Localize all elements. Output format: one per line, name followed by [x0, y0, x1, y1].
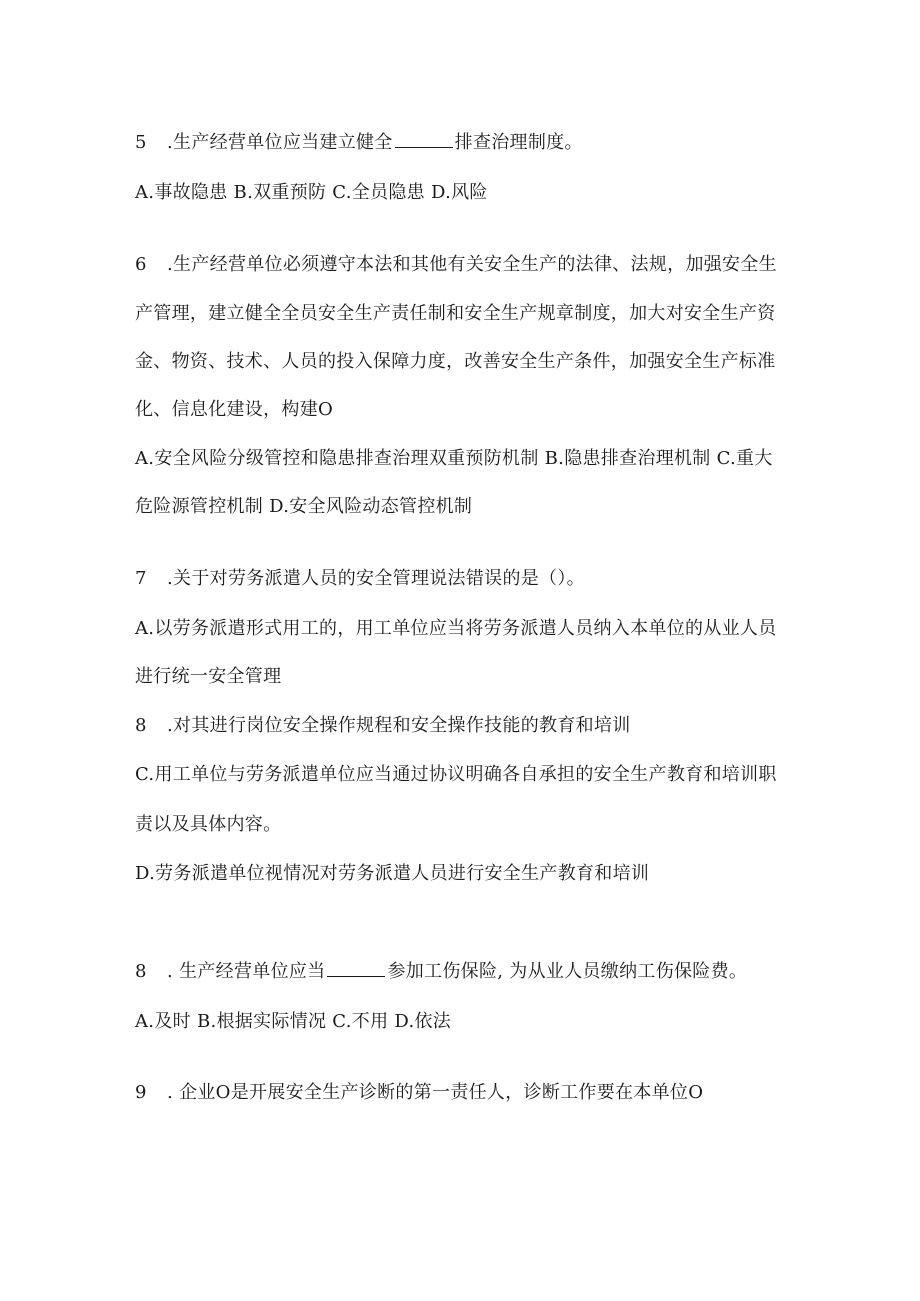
question-number: 6 [135, 254, 147, 275]
question-7-stem [135, 567, 585, 591]
question-5-stem [135, 131, 583, 155]
question-text: .对其进行岗位安全操作规程和安全操作技能的教育和培训 [161, 715, 631, 736]
question-6-options-line: A.安全风险分级管控和隐患排查治理双重预防机制 B.隐患排查治理机制 C.重大 [135, 448, 773, 469]
question-6-stem-line [135, 253, 777, 277]
question-9-stem [135, 1081, 703, 1105]
question-7-sub-item [135, 714, 631, 738]
fill-blank [327, 962, 385, 977]
question-6-stem-line: 化、信息化建设，构建O [135, 399, 334, 420]
question-text: 参加工伤保险, 为从业人员缴纳工伤保险费。 [387, 961, 748, 982]
question-8-options: A.及时 B.根据实际情况 C.不用 D.依法 [135, 1011, 452, 1032]
question-text: .关于对劳务派遣人员的安全管理说法错误的是（）。 [161, 568, 585, 589]
question-7-option-c-line: C.用工单位与劳务派遣单位应当通过协议明确各自承担的安全生产教育和培训职 [135, 764, 777, 785]
question-7-option-a-line: A.以劳务派遣形式用工的，用工单位应当将劳务派遣人员纳入本单位的从业人员 [135, 618, 777, 639]
question-text: .生产经营单位应当建立健全 [161, 132, 393, 153]
question-6-stem-line: 产管理，建立健全全员安全生产责任制和安全生产规章制度，加大对安全生产资 [135, 303, 776, 324]
question-number: 8 [135, 715, 147, 736]
question-number: 7 [135, 568, 147, 589]
question-text: .生产经营单位必须遵守本法和其他有关安全生产的法律、法规，加强安全生 [161, 254, 777, 275]
question-text: . 生产经营单位应当 [161, 961, 326, 982]
fill-blank [395, 133, 453, 148]
question-number: 8 [135, 961, 147, 982]
question-6-options-line: 危险源管控机制 D.安全风险动态管控机制 [135, 496, 473, 517]
question-5-options: A.事故隐患 B.双重预防 C.全员隐患 D.风险 [135, 182, 488, 203]
question-7-option-a-line: 进行统一安全管理 [135, 666, 282, 687]
question-7-option-c-line: 责以及具体内容。 [135, 814, 282, 835]
question-7-option-d: D.劳务派遣单位视情况对劳务派遣人员进行安全生产教育和培训 [135, 863, 650, 884]
question-text: . 企业O是开展安全生产诊断的第一责任人，诊断工作要在本单位O [161, 1082, 704, 1103]
question-number: 9 [135, 1082, 147, 1103]
question-number: 5 [135, 132, 147, 153]
question-8-stem [135, 960, 747, 984]
question-text: 排查治理制度。 [454, 132, 583, 153]
question-6-stem-line: 金、物资、技术、人员的投入保障力度，改善安全生产条件，加强安全生产标准 [135, 351, 776, 372]
